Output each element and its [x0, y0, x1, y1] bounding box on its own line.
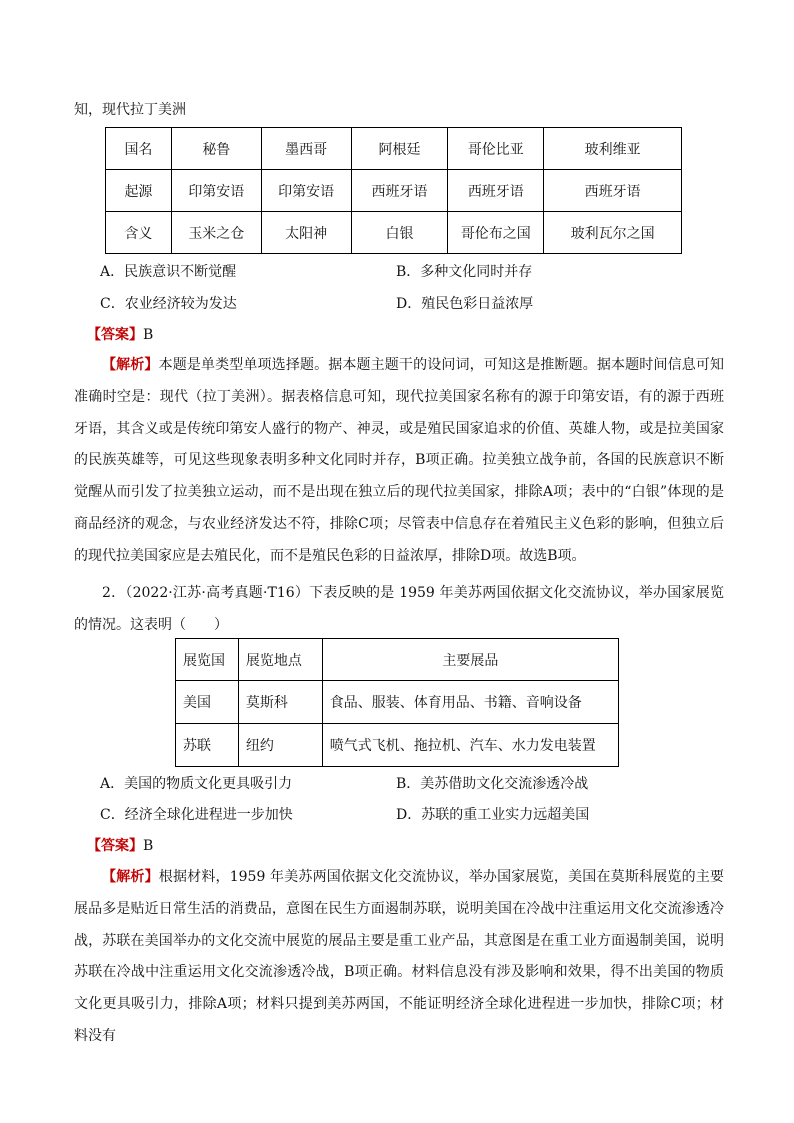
q2-answer — [87, 836, 153, 856]
q1-table-row-country-name — [106, 128, 682, 170]
q2-option-c[interactable]: C．经济全球化进程进一步加快 — [100, 807, 293, 823]
q2-stem: 2．（2022·江苏·高考真题·T16）下表反映的是 1959 年美苏两国依据文化交流协议，举办国家展览的情况。这表明（ ） — [74, 585, 724, 633]
q1-table-cell: 哥伦比亚 — [448, 128, 544, 170]
q2-table-cell: 莫斯科 — [238, 681, 322, 724]
q1-table-cell: 印第安语 — [171, 170, 261, 212]
q1-table-cell: 起源 — [106, 170, 172, 212]
q1-option-c[interactable]: C．农业经济较为发达 — [100, 296, 237, 312]
q2-analysis — [74, 862, 724, 1053]
q1-analysis-label: 【解析】 — [102, 357, 159, 373]
q2-table-row — [176, 724, 619, 767]
q1-analysis-text: 本题是单类型单项选择题。据本题主题干的设问词，可知这是推断题。据本题时间信息可知准确时空是：现代（拉丁美洲）。据表格信息可知，现代拉美国家名称有的源于印第安语，有的源于西班牙语，其含义或是传统印第安人盛行的物产、神灵，或是殖民国家追求的价值、英雄人物，或是拉美国家的民族英雄等，可见这些现象表明多种文化同时并存，B项正确。拉美独立战争前，各国的民族意识不断觉醒从而引发了拉美独立运动，而不是出现在独立后的现代拉美国家，排除A项；表中的“白银”体现的是商品经济的观念，与农业经济发达不符，排除C项；尽管表中信息存在着殖民主义色彩的影响，但独立后的现代拉美国家应是去殖民化，而不是殖民色彩的日益浓厚，排除D项。故选B项。 — [74, 357, 725, 564]
q2-table-cell: 纽约 — [238, 724, 322, 767]
q1-analysis — [74, 350, 724, 573]
q1-table-cell: 西班牙语 — [544, 170, 682, 212]
q2-table-cell: 美国 — [176, 681, 239, 724]
q1-answer — [87, 325, 153, 345]
q2-analysis-text: 根据材料，1959 年美苏两国依据文化交流协议，举办国家展览，美国在莫斯科展览的主要展品多是贴近日常生活的消费品，意图在民生方面遏制苏联，说明美国在冷战中注重运用文化交流渗透冷战，苏联在美国举办的文化交流中展览的展品主要是重工业产品，其意图是在重工业方面遏制美国，说明苏联在冷战中注重运用文化交流渗透冷战，B项正确。材料信息没有涉及影响和效果，得不出美国的物质文化更具吸引力，排除A项；材料只提到美苏两国，不能证明经济全球化进程进一步加快，排除C项；材料没有 — [74, 869, 725, 1044]
q1-table-cell: 玻利维亚 — [544, 128, 682, 170]
q1-stem-tail: 知，现代拉丁美洲 — [74, 102, 186, 118]
q1-table-cell: 含义 — [106, 212, 172, 254]
q1-table-cell: 阿根廷 — [351, 128, 448, 170]
q1-table-cell: 玉米之仓 — [171, 212, 261, 254]
q1-option-a[interactable]: A．民族意识不断觉醒 — [100, 264, 237, 280]
q2-table-header-cell: 主要展品 — [322, 639, 618, 681]
q1-table-cell: 西班牙语 — [448, 170, 544, 212]
q1-country-table — [105, 127, 682, 254]
q1-table-cell: 西班牙语 — [351, 170, 448, 212]
q2-option-d[interactable]: D．苏联的重工业实力远超美国 — [396, 807, 590, 823]
q1-table-cell: 白银 — [351, 212, 448, 254]
q1-option-b[interactable]: B．多种文化同时并存 — [396, 264, 533, 280]
q2-table-header-cell: 展览国 — [176, 639, 239, 681]
q1-option-d[interactable]: D．殖民色彩日益浓厚 — [396, 296, 534, 312]
q1-table-cell: 墨西哥 — [261, 128, 351, 170]
q1-answer-value: B — [143, 327, 154, 343]
q1-table-cell: 太阳神 — [261, 212, 351, 254]
q2-table-cell: 苏联 — [176, 724, 239, 767]
q2-answer-label: 【答案】 — [87, 838, 143, 854]
q2-table-cell: 喷气式飞机、拖拉机、汽车、水力发电装置 — [322, 724, 618, 767]
q1-table-row-origin — [106, 170, 682, 212]
q2-table-row — [176, 681, 619, 724]
q2-table-header-cell: 展览地点 — [238, 639, 322, 681]
q2-table-header-row — [176, 639, 619, 681]
q1-table-row-meaning — [106, 212, 682, 254]
q2-exhibition-table — [175, 638, 619, 767]
q1-answer-label: 【答案】 — [87, 327, 143, 343]
q1-table-cell: 哥伦布之国 — [448, 212, 544, 254]
q2-analysis-label: 【解析】 — [102, 869, 159, 885]
q1-table-cell: 玻利瓦尔之国 — [544, 212, 682, 254]
q2-option-a[interactable]: A．美国的物质文化更具吸引力 — [100, 776, 293, 792]
q1-table-cell: 印第安语 — [261, 170, 351, 212]
q1-table-cell: 国名 — [106, 128, 172, 170]
q2-option-b[interactable]: B．美苏借助文化交流渗透冷战 — [396, 776, 589, 792]
q2-table-cell: 食品、服装、体育用品、书籍、音响设备 — [322, 681, 618, 724]
q2-answer-value: B — [143, 838, 154, 854]
q1-table-cell: 秘鲁 — [171, 128, 261, 170]
